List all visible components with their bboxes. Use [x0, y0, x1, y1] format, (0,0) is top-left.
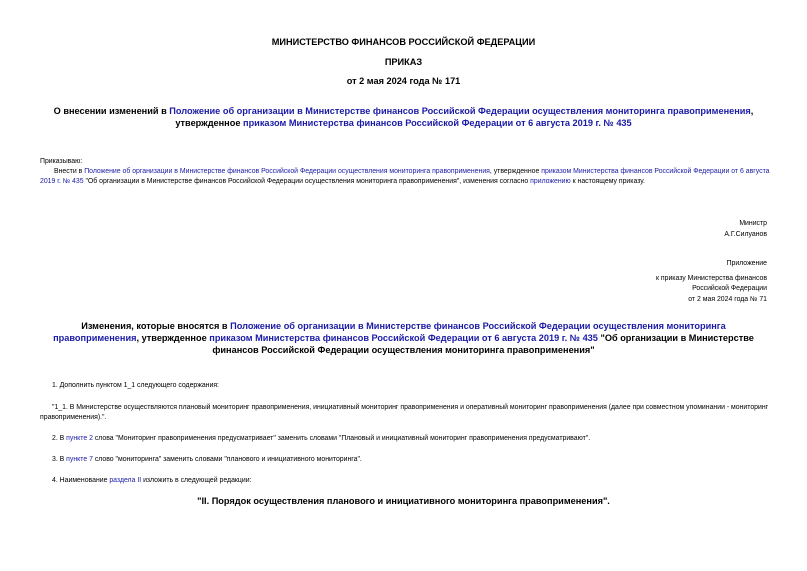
item-2-b: слова "Мониторинг правоприменения предусматривает" заменить словами "Плановый и инициативный мониторинг правоприменения предусматривают".: [92, 435, 591, 442]
appendix-label: Приложение: [726, 260, 767, 267]
order-order-link[interactable]: приказом Министерства финансов Российской Федерации от 6 августа 2019 г. № 435: [40, 168, 770, 185]
date-number: от 2 мая 2024 года № 171: [346, 76, 461, 86]
item-4-link[interactable]: раздела II: [109, 477, 142, 484]
title-regulation-link[interactable]: Положение об организации в Министерстве финансов Российской Федерации осуществления мониторинга правоприменения: [169, 106, 751, 116]
order-text-4: к настоящему приказу.: [570, 178, 645, 185]
order-text-3: "Об организации в Министерстве финансов Российской Федерации осуществления мониторинга правоприменения", изменения согласно: [83, 178, 531, 185]
order-appendix-link[interactable]: приложению: [530, 178, 571, 185]
order-regulation-link[interactable]: Положение об организации в Министерстве финансов Российской Федерации осуществления мониторинга правоприменения: [84, 168, 490, 175]
signature-position: Министр: [739, 220, 767, 227]
section-heading: "II. Порядок осуществления планового и инициативного мониторинга правоприменения".: [197, 496, 610, 506]
appendix-block: [656, 259, 767, 305]
appendix-line-3: от 2 мая 2024 года № 71: [688, 295, 767, 303]
item-4-b: изложить в следующей редакции:: [141, 477, 252, 484]
order-intro: Приказываю:: [40, 158, 83, 165]
title-middle: , утвержденное: [175, 106, 754, 128]
order-text-2: , утвержденное: [489, 168, 542, 175]
item-4: [40, 476, 770, 486]
item-3: [40, 455, 770, 465]
item-3-link[interactable]: пункте 7: [66, 456, 93, 463]
appendix-line-2: Российской Федерации: [692, 285, 767, 292]
changes-title-2: , утвержденное: [136, 333, 210, 343]
changes-title-1: Изменения, которые вносятся в: [81, 321, 231, 331]
item-2-a: 2. В: [52, 435, 67, 442]
item-4-a: 4. Наименование: [52, 477, 110, 484]
signature-block: [724, 219, 767, 240]
item-3-b: слово "мониторинга" заменить словами "планового и инициативного мониторинга".: [92, 456, 362, 463]
ministry-heading: МИНИСТЕРСТВО ФИНАНСОВ РОССИЙСКОЙ ФЕДЕРАЦИИ: [271, 37, 536, 47]
signature-name: А.Г.Силуанов: [724, 230, 767, 238]
item-1: 1. Дополнить пунктом 1_1 следующего содержания:: [52, 382, 219, 389]
changes-title-3: "Об организации в Министерстве финансов Российской Федерации осуществления мониторинга правоприменения": [212, 333, 754, 355]
order-title: [40, 105, 767, 129]
changes-order-link[interactable]: приказом Министерства финансов Российской Федерации от 6 августа 2019 г. № 435: [209, 333, 598, 343]
doc-type-heading: ПРИКАЗ: [384, 57, 423, 67]
order-text: [40, 167, 770, 187]
item-2: [40, 434, 770, 444]
order-body: [40, 157, 770, 187]
appendix-line-1: к приказу Министерства финансов: [655, 274, 767, 282]
item-1-1-text: "1_1. В Министерстве осуществляются плановый мониторинг правоприменения, инициативный мониторинг правоприменения и оперативный мониторинг правоприменения (далее при совместном упоминании - мониторинг правоприменения).".: [40, 404, 769, 421]
item-2-link[interactable]: пункте 2: [66, 435, 93, 442]
order-text-1: Внести в: [54, 168, 85, 175]
title-prefix: О внесении изменений в: [53, 106, 170, 116]
changes-regulation-link[interactable]: Положение об организации в Министерстве финансов Российской Федерации осуществления мониторинга правоприменения: [53, 321, 726, 343]
item-3-a: 3. В: [52, 456, 67, 463]
title-order-link[interactable]: приказом Министерства финансов Российской Федерации от 6 августа 2019 г. № 435: [243, 118, 632, 128]
changes-title: [40, 320, 767, 356]
